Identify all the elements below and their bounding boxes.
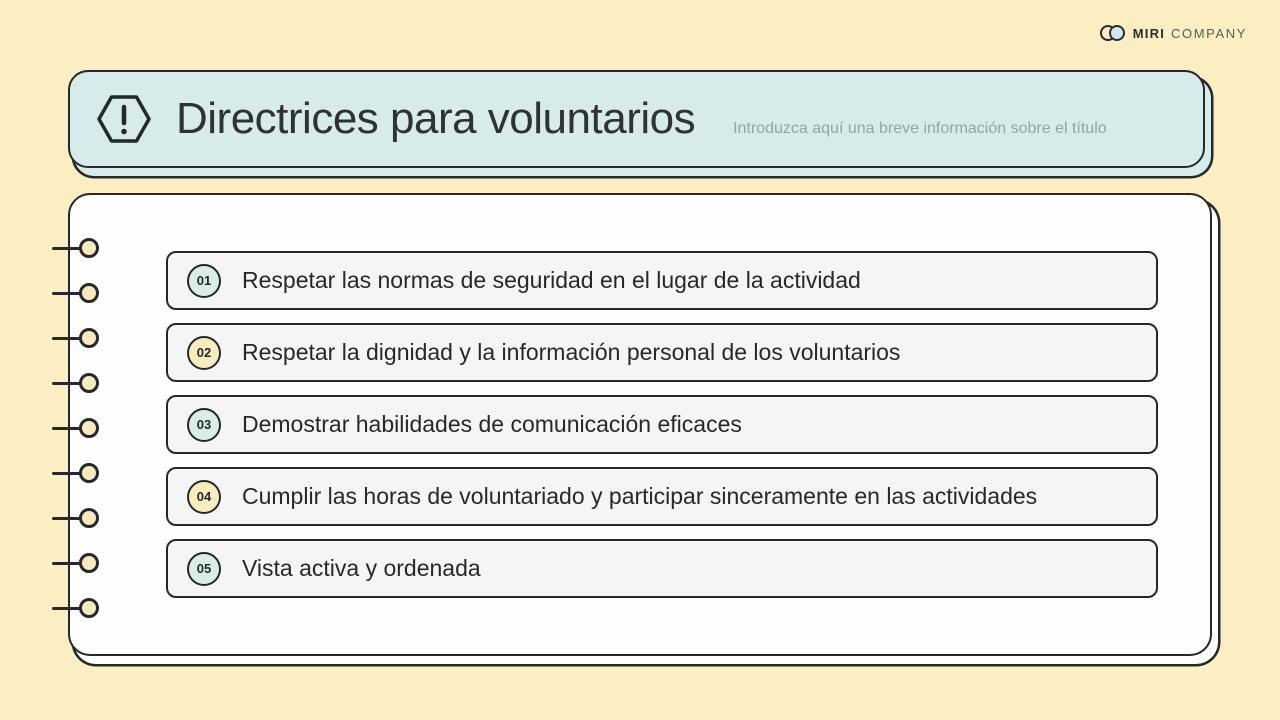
item-number-badge: 01 [187,264,221,298]
item-number-badge: 02 [187,336,221,370]
item-number-badge: 03 [187,408,221,442]
list-item [166,395,1158,454]
item-number-badge: 04 [187,480,221,514]
item-text: Respetar la dignidad y la información personal de los voluntarios [242,339,901,365]
logo-circle-filled [1109,25,1125,41]
guideline-list [166,251,1158,611]
alert-hexagon-icon [97,94,151,144]
content-card [68,193,1212,656]
binding-ring-icon [52,553,98,573]
list-item [166,539,1158,598]
list-item [166,251,1158,310]
item-text: Cumplir las horas de voluntariado y participar sinceramente en las actividades [242,483,1038,509]
company-logo [1100,22,1247,44]
binding-ring-icon [52,373,98,393]
binding-ring-icon [52,283,98,303]
page-title: Directrices para voluntarios [176,94,696,143]
logo-rings-icon [1100,25,1125,41]
item-text: Demostrar habilidades de comunicación eficaces [242,411,742,437]
binding-ring-icon [52,508,98,528]
binding-ring-icon [52,328,98,348]
binding-ring-icon [52,463,98,483]
item-text: Respetar las normas de seguridad en el lugar de la actividad [242,267,861,293]
binding-ring-icon [52,418,98,438]
logo-brand-name: MIRI [1132,25,1166,41]
title-card [68,70,1205,168]
list-item [166,467,1158,526]
list-item [166,323,1158,382]
binding-ring-icon [52,238,98,258]
item-text: Vista activa y ordenada [242,555,481,581]
logo-brand-suffix: COMPANY [1171,25,1247,41]
page-subtitle: Introduzca aquí una breve información sobre el título [733,120,1107,137]
binding-ring-icon [52,598,98,618]
item-number-badge: 05 [187,552,221,586]
